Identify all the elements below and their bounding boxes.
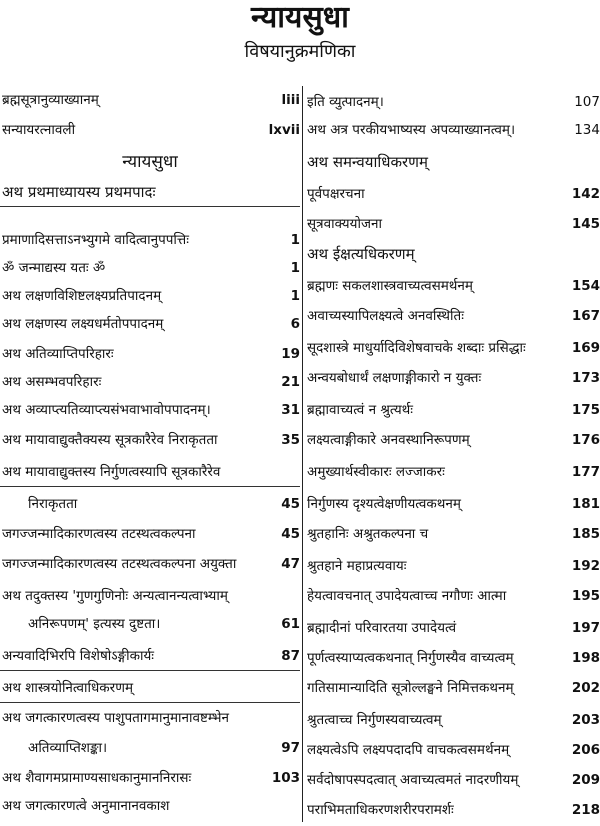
toc-entry-page: 45 xyxy=(281,526,300,542)
toc-entry-page: 176 xyxy=(571,432,600,448)
toc-entry-page: 181 xyxy=(571,496,600,512)
toc-entry-title: अथ समन्वयाधिकरणम् xyxy=(307,153,428,171)
toc-entry-page: 1 xyxy=(290,288,300,304)
toc-entry-title: अथ शास्त्रयोनित्वाधिकरणम् xyxy=(2,680,134,696)
toc-entry-title: श्रुतहानिः अश्रुतकल्पना च xyxy=(307,526,429,542)
toc-entry-page: 177 xyxy=(571,464,600,480)
toc-entry-title: सूत्रवाक्ययोजना xyxy=(307,216,382,232)
toc-entry-title: इति व्युत्पादनम्। xyxy=(307,94,384,110)
toc-entry-title: अथ शैवागमप्रामाण्यसाधकानुमाननिरासः xyxy=(2,770,192,786)
toc-entry-title: अन्यवादिभिरपि विशेषोऽङ्गीकार्यः xyxy=(2,648,155,664)
toc-entry-page: 198 xyxy=(571,650,600,666)
toc-entry-title: ब्रह्मादीनां परिवारतया उपादेयत्वं xyxy=(307,620,457,636)
toc-entry-page: 1 xyxy=(290,260,300,276)
toc-entry-title: अथ तदुक्तस्य 'गुणगुणिनोः अन्यत्वानन्यत्वाभ्याम् xyxy=(2,588,228,604)
toc-entry-title: सूदशास्त्रे माधुर्यादिविशेषवाचके शब्दाः प्रसिद्धाः xyxy=(307,340,526,356)
toc-entry-title: पराभिमताधिकरणशरीरपरामर्शः xyxy=(307,802,454,818)
toc-entry-title: अथ लक्षणविशिष्टलक्ष्यप्रतिपादनम् xyxy=(2,288,162,304)
toc-entry-title: ॐ जन्माद्यस्य यतः ॐ xyxy=(2,260,106,276)
toc-entry-page: 61 xyxy=(281,616,300,632)
toc-entry-title: सन्यायरत्नावली xyxy=(2,122,76,138)
toc-entry-page: 31 xyxy=(281,402,300,418)
toc-entry-title: अवाच्यस्यापिलक्ष्यत्वे अनवस्थितिः xyxy=(307,308,464,324)
toc-entry-page: 6 xyxy=(290,316,300,332)
toc-entry-page: 45 xyxy=(281,496,300,512)
toc-entry-title: अथ असम्भवपरिहारः xyxy=(2,374,102,390)
toc-entry-title: अन्वयबोधार्थं लक्षणाङ्गीकारो न युक्तः xyxy=(307,370,482,386)
toc-entry-title: अथ लक्षणस्य लक्ष्यधर्मतोपपादनम् xyxy=(2,316,164,332)
toc-entry-title: लक्ष्यत्वाङ्गीकारे अनवस्थानिरूपणम् xyxy=(307,432,470,448)
toc-entry-title: श्रुतत्वाच्च निर्गुणस्यवाच्यत्वम् xyxy=(307,712,442,728)
toc-entry-page: 203 xyxy=(571,712,600,728)
toc-entry-page: 192 xyxy=(571,558,600,574)
toc-entry-page: 47 xyxy=(281,556,300,572)
toc-entry-title: निर्गुणस्य दृश्यत्वेक्षणीयत्वकथनम् xyxy=(307,496,461,512)
section-rule xyxy=(0,206,300,207)
toc-entry-title: श्रुतहाने महाप्रत्यवायः xyxy=(307,558,407,574)
toc-entry-title: अथ अत्र परकीयभाष्यस्य अपव्याख्यानत्वम्। xyxy=(307,122,516,138)
toc-entry-title: ब्रह्मणः सकलशास्त्रवाच्यत्वसमर्थनम् xyxy=(307,278,473,294)
toc-entry-title: अथ अतिव्याप्तिपरिहारः xyxy=(2,346,114,362)
toc-entry-title: सर्वदोषापस्पदत्वात् अवाच्यत्वमतं नादरणीयम् xyxy=(307,772,519,788)
toc-entry-title: प्रमाणादिसत्ताऽनभ्युगमे वादित्वानुपपत्तिः xyxy=(2,232,189,248)
toc-entry-title: ब्रह्मावाच्यत्वं न श्रुत्यर्थः xyxy=(307,402,414,418)
toc-entry-page: 87 xyxy=(281,648,300,664)
toc-entry-page: 21 xyxy=(281,374,300,390)
toc-entry-page: 209 xyxy=(571,772,600,788)
toc-entry-page: liii xyxy=(281,92,300,108)
section-rule xyxy=(0,486,300,487)
toc-entry-page: 97 xyxy=(281,740,300,756)
toc-entry-title: निराकृतता xyxy=(28,496,78,512)
toc-entry-title: अथ ईक्षत्यधिकरणम् xyxy=(307,245,415,263)
toc-entry-title: हेयत्वावचनात् उपादेयत्वाच्च नगौणः आत्मा xyxy=(307,588,507,604)
toc-entry-page: 175 xyxy=(571,402,600,418)
toc-entry-title: अथ जगत्कारणत्वे अनुमानानवकाश xyxy=(2,798,170,814)
toc-entry-page: 202 xyxy=(571,680,600,696)
toc-entry-page: 167 xyxy=(571,308,600,324)
toc-entry-title: अनिरूपणम्' इत्यस्य दुष्टता। xyxy=(28,616,161,632)
toc-entry-page: 218 xyxy=(571,802,600,818)
toc-entry-title: जगज्जन्मादिकारणत्वस्य तटस्थत्वकल्पना xyxy=(2,526,196,542)
section-rule xyxy=(0,670,300,671)
toc-entry-page: 197 xyxy=(571,620,600,636)
toc-entry-page: 142 xyxy=(571,186,600,202)
toc-entry-page: 154 xyxy=(571,278,600,294)
toc-entry-title: अतिव्याप्तिशङ्का। xyxy=(28,740,108,756)
toc-entry-page: 169 xyxy=(571,340,600,356)
toc-entry-title: न्यायसुधा xyxy=(122,152,178,172)
toc-entry-title: अथ प्रथमाध्यायस्य प्रथमपादः xyxy=(2,183,156,201)
toc-entry-title: अथ मायावाद्युक्तैक्यस्य सूत्रकारैरेव निराकृतता xyxy=(2,432,218,448)
toc-entry-title: अमुख्यार्थस्वीकारः लज्जाकरः xyxy=(307,464,445,480)
toc-entry-title: लक्ष्यत्वेऽपि लक्ष्यपदादपि वाचकत्वसमर्थनम् xyxy=(307,742,510,758)
toc-entry-page: lxvii xyxy=(268,122,300,138)
toc-entry-page: 173 xyxy=(571,370,600,386)
toc-entry-page: 103 xyxy=(271,770,300,786)
toc-entry-page: 107 xyxy=(574,94,600,110)
toc-entry-page: 206 xyxy=(571,742,600,758)
toc-entry-title: ब्रह्मसूत्रानुव्याख्यानम् xyxy=(2,92,99,108)
toc-entry-title: अथ मायावाद्युक्तस्य निर्गुणत्वस्यापि सूत्रकारैरेव xyxy=(2,464,221,480)
toc-entry-page: 19 xyxy=(281,346,300,362)
toc-entry-page: 134 xyxy=(574,122,600,138)
toc-entry-page: 195 xyxy=(571,588,600,604)
toc-entry-title: अथ जगत्कारणत्वस्य पाशुपतागमानुमानावष्टम्भेन xyxy=(2,710,229,726)
section-rule xyxy=(0,702,300,703)
toc-entry-title: जगज्जन्मादिकारणत्वस्य तटस्थत्वकल्पना अयुक्ता xyxy=(2,556,237,572)
toc-entry-page: 1 xyxy=(290,232,300,248)
toc-entry-page: 35 xyxy=(281,432,300,448)
page-title: न्यायसुधा xyxy=(251,0,349,35)
toc-entry-title: पूर्णत्वस्याप्यत्वकथनात् निर्गुणस्यैव वाच्यत्वम् xyxy=(307,650,514,666)
page-subtitle: विषयानुक्रमणिका xyxy=(244,41,356,62)
column-divider xyxy=(302,86,303,822)
toc-entry-page: 145 xyxy=(571,216,600,232)
toc-entry-page: 185 xyxy=(571,526,600,542)
toc-entry-title: अथ अव्याप्त्यतिव्याप्त्यसंभवाभावोपपादनम्। xyxy=(2,402,211,418)
toc-entry-title: पूर्वपक्षरचना xyxy=(307,186,365,202)
toc-entry-title: गतिसामान्यादिति सूत्रोल्लङ्घने निमित्तकथनम् xyxy=(307,680,514,696)
